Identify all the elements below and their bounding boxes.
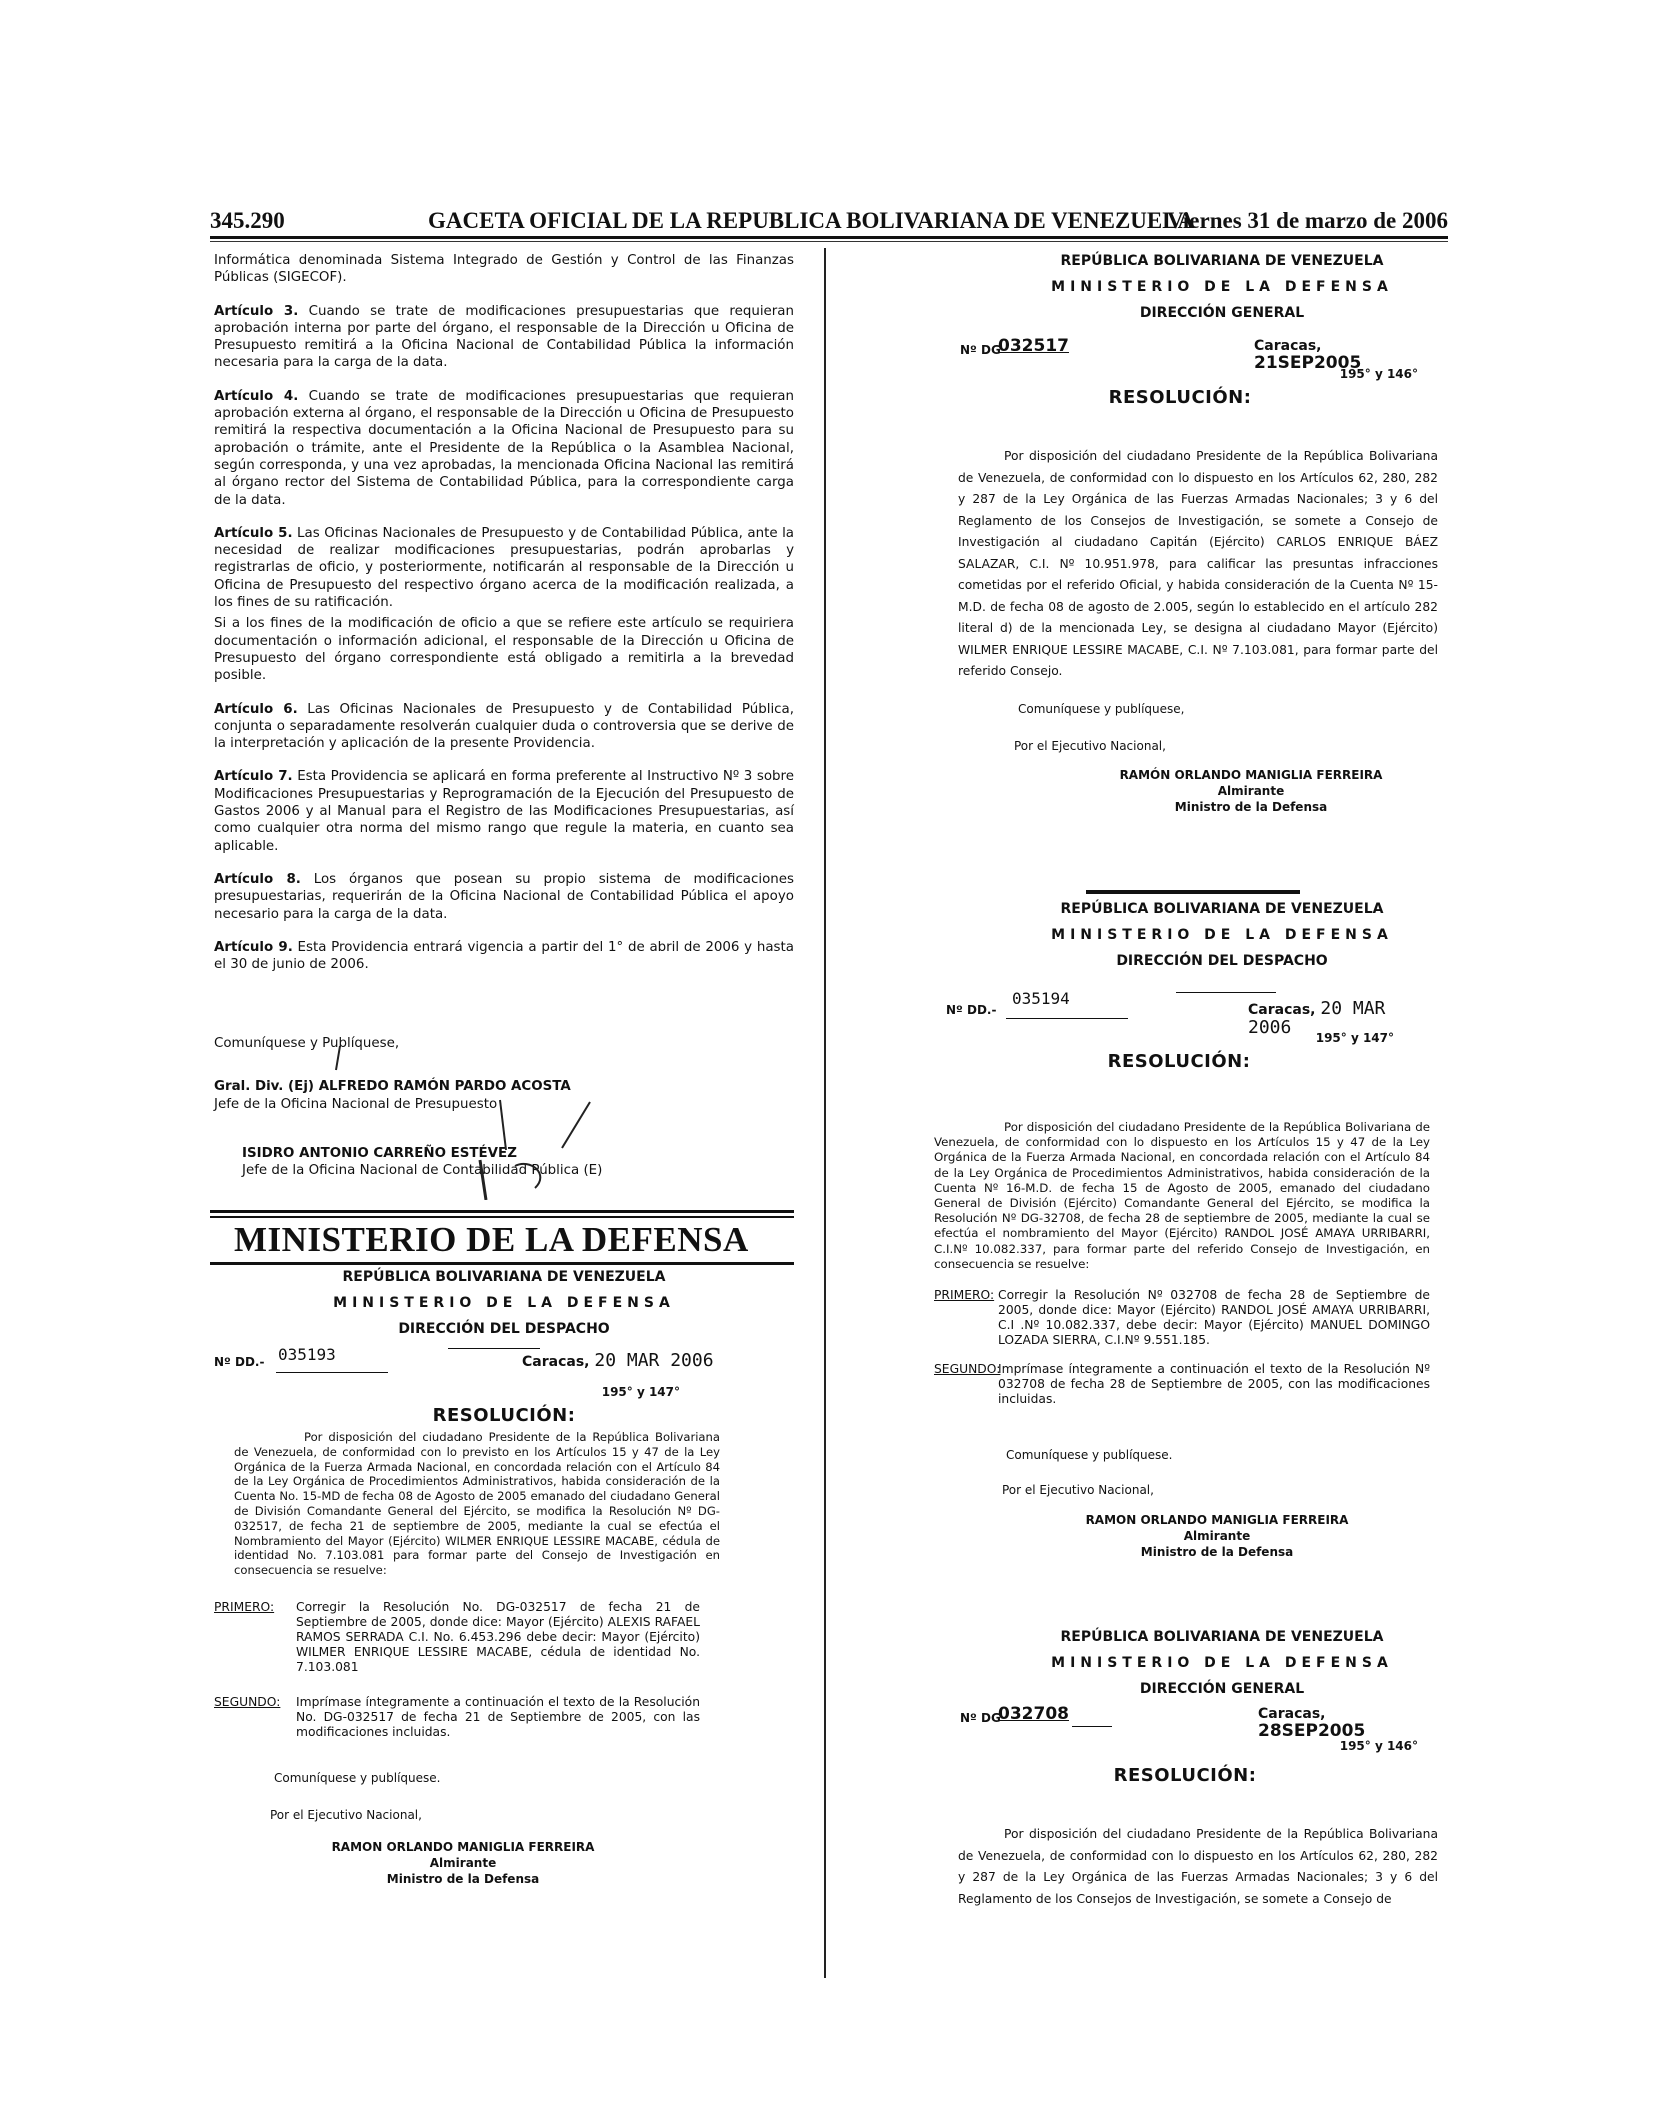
resolution-032708-heading — [1000, 1624, 1444, 1702]
issue-date: Viernes 31 de marzo de 2006 — [1167, 208, 1448, 233]
number-value: 032517 — [998, 336, 1069, 356]
number-label: Nº DG — [960, 1711, 1001, 1725]
minister-signature — [1052, 1512, 1382, 1560]
resolution-032708-content — [958, 1824, 1438, 1910]
number-underline — [1072, 1726, 1112, 1727]
ejecutivo-nacional: Por el Ejecutivo Nacional, — [270, 1808, 422, 1823]
clause-primero: PRIMERO: Corregir la Resolución Nº 032708 de fecha 28 de Septiembre de 2005, donde dice: Mayor (Ejército) RANDOL JOSÉ AMAYA URRIBARRI, C.I .Nº 10.082.337, debe decir: Mayor (Ejército) MANUEL DOMINGO LOZADA SIERRA, C.I.Nº 9.551.185. — [934, 1288, 1430, 1348]
ejecutivo-nacional: Por el Ejecutivo Nacional, — [1002, 1483, 1154, 1498]
section-separator — [1086, 890, 1300, 894]
resolution-title: RESOLUCIÓN: — [1113, 1765, 1257, 1786]
number-value: 035194 — [1012, 989, 1070, 1008]
ministry-name: MINISTERIO DE LA DEFENSA — [333, 1295, 675, 1311]
article-5-paragraph: Si a los fines de la modificación de oficio a que se refiere este artículo se requiriera documentación o información adicional, el responsable de la Dirección u Oficina de Presupuesto del órgano correspondiente está obligado a remitirla a la brevedad posible. — [214, 616, 794, 684]
article-9: Artículo 9. Esta Providencia entrará vigencia a partir del 1° de abril de 2006 y hasta el 30 de junio de 2006. — [214, 939, 794, 973]
banner-rule-top — [210, 1210, 794, 1213]
minister-rank: Almirante — [1183, 1528, 1251, 1543]
number-label: Nº DG — [960, 343, 1001, 357]
minister-name: RAMON ORLANDO MANIGLIA FERREIRA — [331, 1839, 595, 1854]
minister-name: RAMÓN ORLANDO MANIGLIA FERREIRA — [1119, 768, 1383, 783]
signatory-2-title: Jefe de la Oficina Nacional de Contabilidad Pública (E) — [242, 1163, 603, 1179]
number-label: Nº DD.- — [214, 1355, 265, 1369]
resolution-date: 20 MAR 2006 — [594, 1350, 714, 1371]
resolution-032517-content — [958, 446, 1438, 815]
republic-name: REPÚBLICA BOLIVARIANA DE VENEZUELA — [1060, 253, 1384, 269]
number-label: Nº DD.- — [946, 1003, 997, 1017]
header-rule-thin — [210, 241, 1448, 242]
resolution-032708-number — [960, 1706, 1430, 1790]
resolution-035194-number — [946, 989, 1432, 1076]
resolution-date: 28SEP2005 — [1258, 1721, 1366, 1742]
resolution-032517-number — [960, 338, 1430, 412]
minister-rank: Almirante — [1217, 784, 1285, 799]
resolution-title: RESOLUCIÓN: — [1107, 1051, 1251, 1072]
ministry-banner — [210, 1210, 794, 1265]
resolution-body: Por disposición del ciudadano Presidente de la República Bolivariana de Venezuela, de conformidad con lo dispuesto en los Artículos 15 y 47 de la Ley Orgánica de la Fuerza Armada Nacional, en concordada relación con el Artículo 84 de la Ley Orgánica de Procedimientos Administrativos, habida consideración de la Cuenta Nº 16-M.D. de fecha 15 de Agosto de 2005, emanado del ciudadano General de División (Ejército) Comandante General del Ejército, se modifica la Resolución Nº DG-32708, de fecha 28 de septiembre de 2005, mediante la cual se efectúa el nombramiento del Mayor (Ejército) RANDOL JOSÉ AMAYA URRIBARRI, C.I.Nº 10.082.337, para formar parte del referido Consejo de Investigación, en consecuencia se resuelve: — [934, 1120, 1430, 1271]
article-6: Artículo 6. Las Oficinas Nacionales de Presupuesto y de Contabilidad Pública, conjunta o separadamente resolverán cualquier duda o controversia que se derive de la interpretación y aplicación de la presente Providencia. — [214, 701, 794, 752]
page-header — [210, 208, 1448, 238]
clause-segundo: SEGUNDO: Imprímase íntegramente a continuación el texto de la Resolución No. DG-032517 de fecha 21 de Septiembre de 2005, con las modificaciones incluidas. — [214, 1694, 700, 1739]
article-8: Artículo 8. Los órganos que posean su propio sistema de modificaciones presupuestarias, requerirán de la Oficina Nacional de Contabilidad Pública el apoyo necesario para la carga de la data. — [214, 871, 794, 922]
article-5: Artículo 5. Las Oficinas Nacionales de Presupuesto y de Contabilidad Pública, ante la necesidad de realizar modificaciones presupuestarias, podrán aprobarlas y registrarlas de oficio, y posteriormente, notificarán al responsable de la Dirección u Oficina de Presupuesto del respectivo órgano acerca de la modificación realizada, a los fines de su ratificación. — [214, 525, 794, 611]
comuniquese: Comuníquese y publíquese, — [1018, 701, 1185, 716]
minister-title: Ministro de la Defensa — [386, 1871, 540, 1886]
ministry-name: MINISTERIO DE LA DEFENSA — [1051, 279, 1393, 295]
comuniquese: Comuníquese y publíquese. — [1006, 1448, 1173, 1463]
intro-paragraph: Informática denominada Sistema Integrado de Gestión y Control de las Finanzas Públicas (SIGECOF). — [214, 253, 794, 286]
minister-name: RAMON ORLANDO MANIGLIA FERREIRA — [1085, 1512, 1349, 1527]
page-number: 345.290 — [210, 208, 285, 233]
resolution-035194-content — [934, 1120, 1430, 1560]
number-underline — [276, 1372, 388, 1373]
resolution-035194-heading — [1000, 896, 1444, 974]
article-3: Artículo 3. Cuando se trate de modificaciones presupuestarias que requieran aprobación interna por parte del órgano, el responsable de la Dirección u Oficina de Presupuesto remitirá a la Oficina Nacional de Contabilidad Pública la información necesaria para la carga de la data. — [214, 303, 794, 371]
column-divider — [824, 248, 826, 1978]
resolution-032517 — [1000, 248, 1444, 326]
resolution-035193 — [214, 1264, 794, 1887]
minister-rank: Almirante — [429, 1855, 497, 1870]
comuniquese-left: Comuníquese y Publíquese, — [214, 1036, 400, 1051]
city-label: Caracas, — [1258, 1706, 1326, 1722]
resolution-body: Por disposición del ciudadano Presidente de la República Bolivariana de Venezuela, de conformidad con lo dispuesto en los Artículos 62, 280, 282 y 287 de la Ley Orgánica de las Fuerzas Armadas Nacionales; 3 y 6 del Reglamento de los Consejos de Investigación, se somete a Consejo de Investigación al ciudadano Capitán (Ejército) CARLOS ENRIQUE BÁEZ SALAZAR, C.I. Nº 10.951.978, para calificar las presuntas infracciones cometidas por el referido Oficial, y habida consideración de la Cuenta Nº 15-M.D. de fecha 08 de agosto de 2.005, según lo establecido en el artículo 282 literal d) de la mencionada Ley, se designa al ciudadano Mayor (Ejército) WILMER ENRIQUE LESSIRE MACABE, C.I. Nº 7.103.081, para formar parte del referido Consejo. — [958, 449, 1438, 678]
resolution-number-line — [214, 1345, 794, 1378]
republic-name: REPÚBLICA BOLIVARIANA DE VENEZUELA — [1060, 1629, 1384, 1645]
ministry-title: MINISTERIO DE LA DEFENSA — [234, 1220, 749, 1259]
resolution-body: Por disposición del ciudadano Presidente de la República Bolivariana de Venezuela, de conformidad con lo dispuesto en los Artículos 62, 280, 282 y 287 de la Ley Orgánica de las Fuerzas Armadas Nacionales; 3 y 6 del Reglamento de los Consejos de Investigación, se somete a Consejo de — [958, 1827, 1438, 1906]
clause-primero: PRIMERO: Corregir la Resolución No. DG-032517 de fecha 21 de Septiembre de 2005, donde dice: Mayor (Ejército) ALEXIS RAFAEL RAMOS SERRADA C.I. No. 6.453.296 debe decir: Mayor (Ejército) WILMER ENRIQUE LESSIRE MACABE, cédula de identidad No. 7.103.081 — [214, 1599, 700, 1674]
ejecutivo-nacional: Por el Ejecutivo Nacional, — [1014, 738, 1166, 753]
directorate-name: DIRECCIÓN GENERAL — [1139, 1681, 1305, 1697]
handwritten-signature-marks — [330, 1040, 630, 1200]
resolution-date: 21SEP2005 — [1254, 353, 1362, 374]
resolution-035193-heading — [214, 1264, 794, 1342]
resolution-date: 20 MAR 2006 — [1248, 998, 1386, 1039]
ministry-name: MINISTERIO DE LA DEFENSA — [1051, 927, 1393, 943]
date-overline — [448, 1348, 540, 1349]
number-value: 032708 — [998, 1704, 1069, 1724]
era-years: 195° y 146° — [1339, 367, 1418, 381]
gazette-title: GACETA OFICIAL DE LA REPUBLICA BOLIVARIANA DE VENEZUELA — [428, 208, 1195, 233]
providencia-text — [214, 252, 794, 989]
signatory-1-title: Jefe de la Oficina Nacional de Presupuesto — [214, 1096, 498, 1112]
comuniquese: Comuníquese y publíquese. — [274, 1770, 441, 1785]
minister-title: Ministro de la Defensa — [1140, 1544, 1294, 1559]
resolution-title: RESOLUCIÓN: — [432, 1405, 576, 1426]
directorate-name: DIRECCIÓN DEL DESPACHO — [398, 1321, 610, 1337]
article-4: Artículo 4. Cuando se trate de modificaciones presupuestarias que requieran aprobación externa al órgano, el responsable de la Dirección u Oficina de Presupuesto remitirá la respectiva documentación a la Oficina Nacional de Presupuesto para su aprobación o trámite, ante el Presidente de la República o la Asamblea Nacional, según corresponda, y una vez aprobadas, la mencionada Oficina Nacional las remitirá al órgano rector del Sistema de Contabilidad Pública, para la correspondiente carga de la data. — [214, 388, 794, 508]
resolution-title: RESOLUCIÓN: — [1108, 387, 1252, 408]
directorate-name: DIRECCIÓN DEL DESPACHO — [1116, 953, 1328, 969]
city-label: Caracas, — [522, 1354, 590, 1370]
republic-name: REPÚBLICA BOLIVARIANA DE VENEZUELA — [342, 1269, 666, 1285]
city-label: Caracas, — [1254, 338, 1322, 354]
resolution-body: Por disposición del ciudadano Presidente de la República Bolivariana de Venezuela, de conformidad con lo previsto en los Artículos 15 y 47 de la Ley Orgánica de la Fuerza Armada Nacional, en concordada relación con el Artículo 84 de la Ley Orgánica de Procedimientos Administrativos, habida consideración de la Cuenta No. 15-MD de fecha 08 de Agosto de 2005 emanado del ciudadano General de División Comandante General del Ejército, se modifica la Resolución Nº DG-032517, de fecha 21 de septiembre de 2005, mediante la cual se efectúa el Nombramiento del Mayor (Ejército) WILMER ENRIQUE LESSIRE MACABE, cédula de identidad No. 7.103.081 para formar parte del Consejo de Investigación en consecuencia se resuelve: — [234, 1430, 720, 1578]
era-years: 195° y 146° — [1339, 1739, 1418, 1753]
article-7: Artículo 7. Esta Providencia se aplicará en forma preferente al Instructivo Nº 3 sobre Modificaciones Presupuestarias y Reprogramación de la Ejecución del Presupuesto de Gastos 2006 y al Manual para el Registro de las Modificaciones Presupuestarias, así como cualquier otra norma del mismo rango que regule la materia, en cuanto sea aplicable. — [214, 769, 794, 854]
ministry-name: MINISTERIO DE LA DEFENSA — [1051, 1655, 1393, 1671]
number-underline — [1006, 1018, 1128, 1019]
minister-signature — [298, 1839, 628, 1887]
era-years: 195° y 147° — [1315, 1031, 1394, 1045]
resolution-number-line — [960, 1704, 1430, 1742]
republic-name: REPÚBLICA BOLIVARIANA DE VENEZUELA — [1060, 901, 1384, 917]
era-years: 195° y 147° — [601, 1385, 680, 1399]
directorate-name: DIRECCIÓN GENERAL — [1139, 305, 1305, 321]
date-overline — [1176, 992, 1276, 993]
signatory-2-name: ISIDRO ANTONIO CARREÑO ESTÉVEZ — [242, 1145, 517, 1161]
header-rule — [210, 236, 1448, 239]
minister-title: Ministro de la Defensa — [1174, 800, 1328, 815]
resolution-032517-heading — [1000, 248, 1444, 326]
city-label: Caracas, — [1248, 1002, 1316, 1018]
resolution-035194 — [1000, 896, 1444, 974]
minister-signature — [1086, 767, 1416, 815]
number-value: 035193 — [278, 1345, 336, 1364]
clause-segundo: SEGUNDO: Imprímase íntegramente a continuación el texto de la Resolución Nº 032708 de fecha 28 de Septiembre de 2005, con las modificaciones incluidas. — [934, 1362, 1430, 1407]
signatory-1-name: Gral. Div. (Ej) ALFREDO RAMÓN PARDO ACOSTA — [214, 1079, 571, 1095]
resolution-032708 — [1000, 1624, 1444, 1702]
